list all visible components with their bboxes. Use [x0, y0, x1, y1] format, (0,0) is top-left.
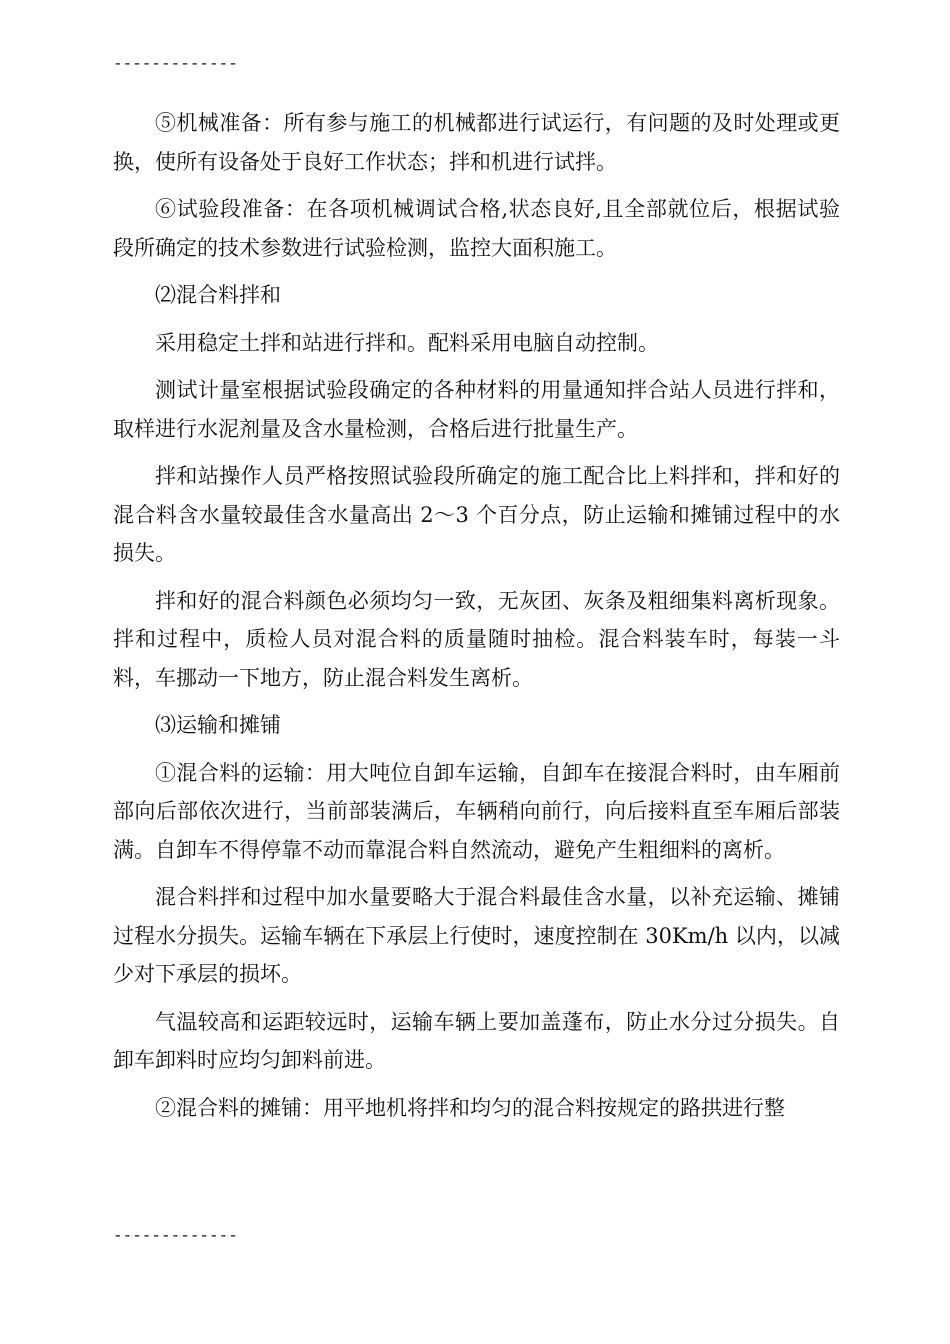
- paragraph-operator-moisture: 拌和站操作人员严格按照试验段所确定的施工配合比上料拌和，拌和好的混合料含水量较最佳含水量高出 2～3 个百分点，防止运输和摊铺过程中的水损失。: [113, 464, 840, 565]
- document-body: [113, 104, 840, 1127]
- paragraph-paving: ②混合料的摊铺：用平地机将拌和均匀的混合料按规定的路拱进行整: [155, 1095, 785, 1120]
- paragraph-hot-weather: 气温较高和运距较远时，运输车辆上要加盖蓬布，防止水分过分损失。自卸车卸料时应均匀卸料前进。: [113, 1009, 840, 1072]
- paragraph-lab-measurement: 测试计量室根据试验段确定的各种材料的用量通知拌合站人员进行拌和，取样进行水泥剂量及含水量检测，合格后进行批量生产。: [113, 378, 840, 441]
- page-top-divider: -------------: [113, 55, 238, 73]
- paragraph-mixing-station: 采用稳定土拌和站进行拌和。配料采用电脑自动控制。: [155, 330, 659, 355]
- page-bottom-divider: -------------: [113, 1227, 238, 1245]
- paragraph-transport: ①混合料的运输：用大吨位自卸车运输，自卸车在接混合料时，由车厢前部向后部依次进行，当前部装满后，车辆稍向前行，向后接料直至车厢后部装满。自卸车不得停靠不动而靠混合料自然流动，避免产生粗细料的离析。: [113, 760, 840, 862]
- section-heading-mixing: ⑵混合料拌和: [155, 283, 281, 307]
- section-heading-transport-paving: ⑶运输和摊铺: [155, 713, 281, 737]
- paragraph-machinery-prep: ⑤机械准备：所有参与施工的机械都进行试运行，有问题的及时处理或更换，使所有设备处于良好工作状态；拌和机进行试拌。: [113, 111, 840, 174]
- paragraph-trial-section-prep: ⑥试验段准备：在各项机械调试合格,状态良好,且全部就位后，根据试验段所确定的技术参数进行试验检测，监控大面积施工。: [113, 197, 840, 260]
- paragraph-mix-uniformity: 拌和好的混合料颜色必须均匀一致，无灰团、灰条及粗细集料离析现象。拌和过程中，质检人员对混合料的质量随时抽检。混合料装车时，每装一斗料，车挪动一下地方，防止混合料发生离析。: [113, 588, 840, 690]
- paragraph-water-addition: 混合料拌和过程中加水量要略大于混合料最佳含水量，以补充运输、摊铺过程水分损失。运输车辆在下承层上行使时，速度控制在 30Km/h 以内，以减少对下承层的损坏。: [113, 885, 840, 986]
